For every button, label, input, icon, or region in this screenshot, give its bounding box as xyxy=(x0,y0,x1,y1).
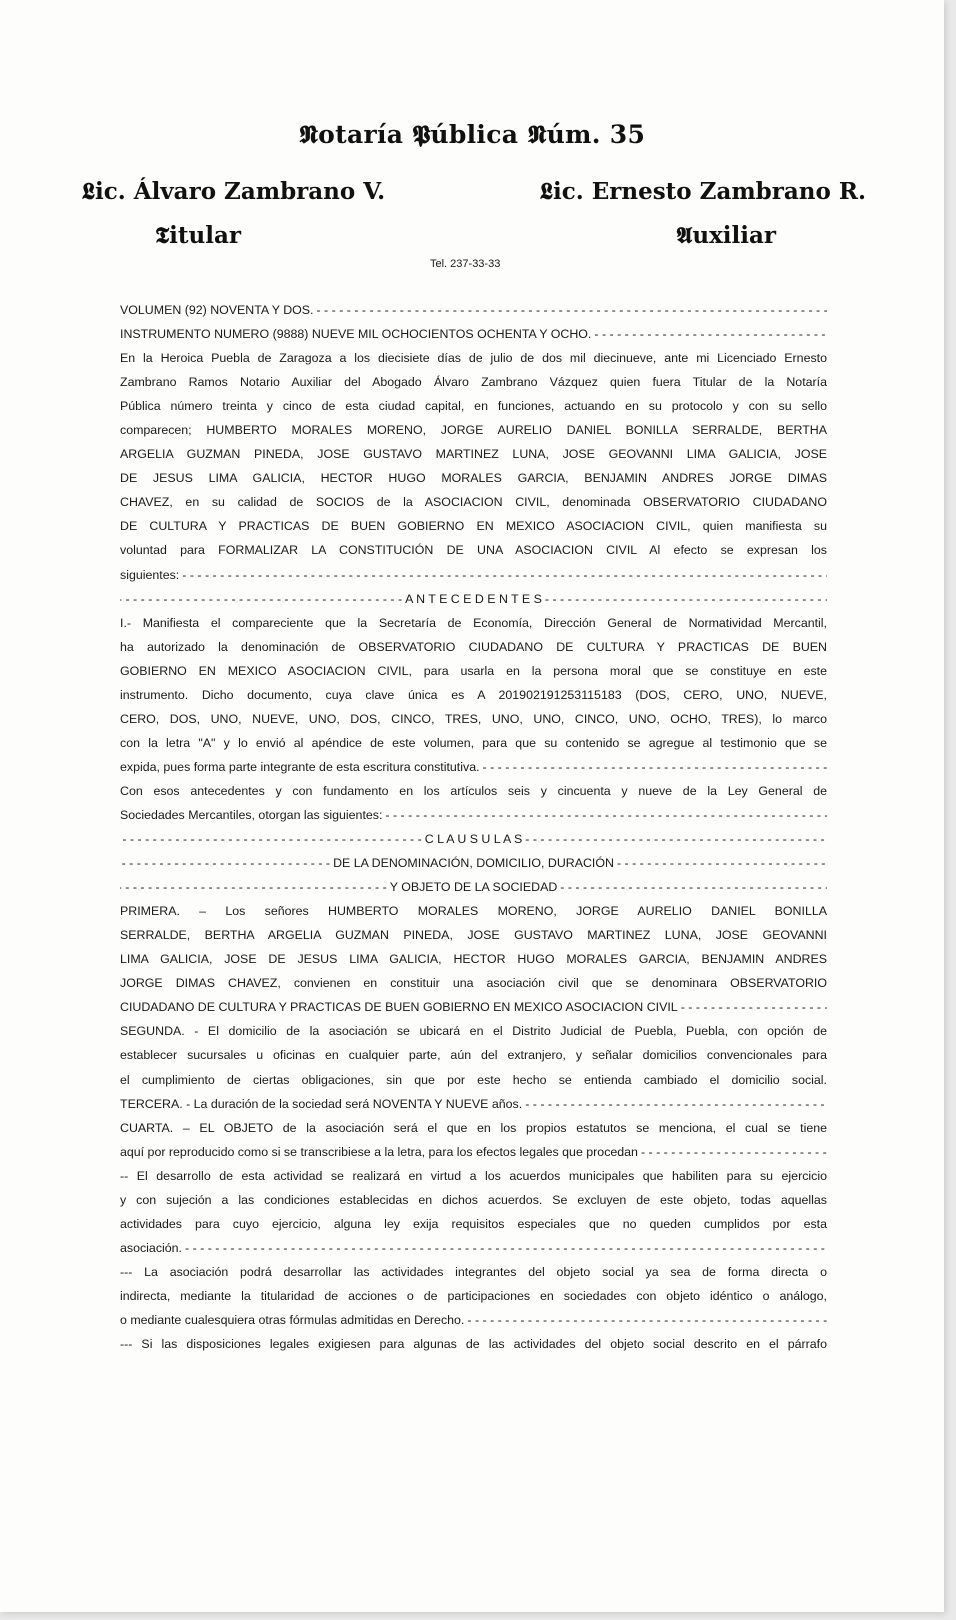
primera-line: LIMA GALICIA, JOSE DE JESUS LIMA GALICIA, HECTOR HUGO MORALES GARCIA, BENJAMIN ANDRES xyxy=(120,952,827,967)
intro-line: ARGELIA GUZMAN PINEDA, JOSE GUSTAVO MARTINEZ LUNA, JOSE GEOVANNI LIMA GALICIA, JOSE xyxy=(120,447,827,462)
segunda-line: SEGUNDA. - El domicilio de la asociación se ubicará en el Distrito Judicial de Puebla, Puebla, con opción de xyxy=(120,1024,827,1039)
intro-line: CHAVEZ, en su calidad de SOCIOS de la ASOCIACION CIVIL, denominada OBSERVATORIO CIUDADANO xyxy=(120,495,827,510)
telephone: Tel. 237-33-33 xyxy=(430,258,501,270)
antecedentes-line: CERO, DOS, UNO, NUEVE, UNO, DOS, CINCO, TRES, UNO, UNO, CINCO, UNO, OCHO, TRES), lo marco xyxy=(120,711,827,726)
cuarta-line: CUARTA. – EL OBJETO de la asociación será el que en los propios estatutos se menciona, el cual se tiene xyxy=(120,1120,827,1135)
primera-line: SERRALDE, BERTHA ARGELIA GUZMAN PINEDA, JOSE GUSTAVO MARTINEZ LUNA, JOSE GEOVANNI xyxy=(120,928,827,943)
primera-end-line: CIUDADANO DE CULTURA Y PRACTICAS DE BUEN GOBIERNO EN MEXICO ASOCIACION CIVIL - - - xyxy=(120,995,827,1019)
segunda-line: el cumplimiento de ciertas obligaciones, sin que por este hecho se entienda cambiado el domicilio social. xyxy=(120,1072,827,1087)
desarrollo-line: actividades para cuyo ejercicio, alguna ley exija requisitos especiales que no queden cumplidos por esta xyxy=(120,1216,827,1231)
antecedentes-heading: - - - A N T E C E D E N T E S - - - xyxy=(120,587,827,611)
desarrollo-line: y con sujeción a las condiciones establecidas en dichos acuerdos. Se excluyen de este objeto, todas aquellas xyxy=(120,1192,827,1207)
desarrollo-end-line: asociación. - - - xyxy=(120,1236,827,1260)
notaria-title: 𝕹otaría 𝕻ública 𝕹úm. 35 xyxy=(298,120,646,149)
asociacion-line: --- La asociación podrá desarrollar las actividades integrantes del objeto social ya sea de forma directa o xyxy=(120,1264,827,1279)
antecedentes-line: I.- Manifiesta el compareciente que la Secretaría de Economía, Dirección General de Normatividad Mercantil, xyxy=(120,615,827,630)
antecedentes-line: instrumento. Dicho documento, cuya clave única es A 201902191253115183 (DOS, CERO, UNO, NUEVE, xyxy=(120,687,827,702)
volume-line: VOLUMEN (92) NOVENTA Y DOS. - - - xyxy=(120,298,827,322)
clausulas-heading: - - - C L A U S U L A S - - - xyxy=(120,827,827,851)
desarrollo-line: -- El desarrollo de esta actividad se realizará en virtud a los acuerdos municipales que habiliten para su ejercicio xyxy=(120,1168,827,1183)
titular-name: 𝕷ic. Álvaro Zambrano V. xyxy=(82,178,386,205)
intro-line: En la Heroica Puebla de Zaragoza a los diecisiete días de julio de dos mil diecinueve, ante mi Licenciado Ernesto xyxy=(120,351,827,366)
intro-line: Pública número treinta y cinco de esta ciudad capital, en funciones, actuando en su protocolo y con su sello xyxy=(120,399,827,414)
asociacion-line: indirecta, mediante la titularidad de acciones o de participaciones en sociedades con objeto idéntico o análogo, xyxy=(120,1288,827,1303)
asociacion-end-line: o mediante cualesquiera otras fórmulas admitidas en Derecho. - - - xyxy=(120,1308,827,1332)
document-body xyxy=(120,298,827,1356)
intro-line: voluntad para FORMALIZAR LA CONSTITUCIÓN DE UNA ASOCIACION CIVIL Al efecto se expresan los xyxy=(120,543,827,558)
antecedentes-line: con la letra "A" y lo envió al apéndice de este volumen, para que su contenido se agregue al testimonio que se xyxy=(120,735,827,750)
tercera-line: TERCERA. - La duración de la sociedad será NOVENTA Y NUEVE años. - - - xyxy=(120,1092,827,1116)
primera-line: JORGE DIMAS CHAVEZ, convienen en constituir una asociación civil que se denominara OBSERVATORIO xyxy=(120,976,827,991)
intro-line: Zambrano Ramos Notario Auxiliar del Abogado Álvaro Zambrano Vázquez quien fuera Titular de la Notaría xyxy=(120,375,827,390)
objeto-heading: - - - Y OBJETO DE LA SOCIEDAD - - - xyxy=(120,875,827,899)
instrument-line: INSTRUMENTO NUMERO (9888) NUEVE MIL OCHOCIENTOS OCHENTA Y OCHO. - - - xyxy=(120,322,827,346)
antecedentes-line: GOBIERNO EN MEXICO ASOCIACION CIVIL, para usarla en la persona moral que se constituye en este xyxy=(120,663,827,678)
segunda-line: establecer sucursales u oficinas en cualquier parte, aún del extranjero, y señalar domicilios convencionales para xyxy=(120,1048,827,1063)
denominacion-heading: - - - DE LA DENOMINACIÓN, DOMICILIO, DURACIÓN - - - xyxy=(120,851,827,875)
intro-line: DE JESUS LIMA GALICIA, HECTOR HUGO MORALES GARCIA, BENJAMIN ANDRES JORGE DIMAS xyxy=(120,471,827,486)
con-esos-end-line: Sociedades Mercantiles, otorgan las siguientes: - - - xyxy=(120,803,827,827)
antecedentes-end-line: expida, pues forma parte integrante de esta escritura constitutiva. - - - xyxy=(120,755,827,779)
titular-role: 𝕿itular xyxy=(155,222,241,249)
con-esos-line: Con esos antecedentes y con fundamento en los artículos seis y cincuenta y nueve de la Ley General de xyxy=(120,783,827,798)
intro-end-line: siguientes: - - - xyxy=(120,563,827,587)
auxiliar-role: 𝕬uxiliar xyxy=(676,222,777,249)
intro-line: DE CULTURA Y PRACTICAS DE BUEN GOBIERNO EN MEXICO ASOCIACION CIVIL, quien manifiesta su xyxy=(120,519,827,534)
si-las-line: --- Si las disposiciones legales exigiesen para algunas de las actividades del objeto social descrito en el párrafo xyxy=(120,1337,827,1352)
primera-line: PRIMERA. – Los señores HUMBERTO MORALES MORENO, JORGE AURELIO DANIEL BONILLA xyxy=(120,904,827,919)
antecedentes-line: ha autorizado la denominación de OBSERVATORIO CIUDADANO DE CULTURA Y PRACTICAS DE BUEN xyxy=(120,639,827,654)
intro-line: comparecen; HUMBERTO MORALES MORENO, JORGE AURELIO DANIEL BONILLA SERRALDE, BERTHA xyxy=(120,423,827,438)
cuarta-end-line: aquí por reproducido como si se transcribiese a la letra, para los efectos legales que procedan - - - xyxy=(120,1140,827,1164)
auxiliar-name: 𝕷ic. Ernesto Zambrano R. xyxy=(540,178,866,205)
